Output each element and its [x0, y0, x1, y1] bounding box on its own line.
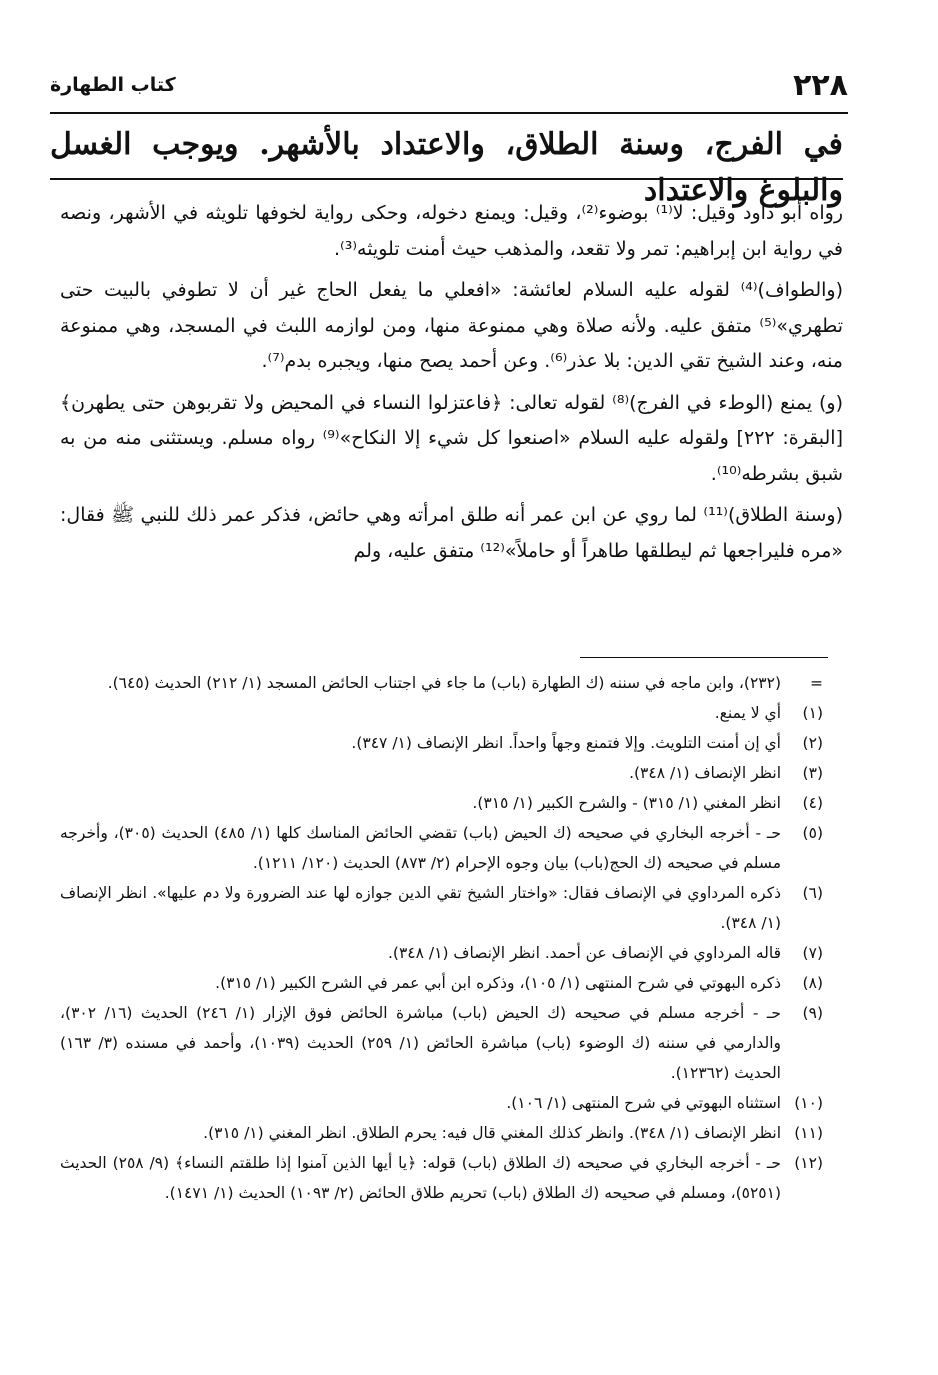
- footnote: [60, 1148, 823, 1208]
- footnote-divider: [580, 657, 828, 658]
- commentary-paragraph: رواه أبو داود وقيل: لا⁽¹⁾ بوضوء⁽²⁾، وقيل: ويمنع دخوله، وحكى رواية لخوفها تلويثه في الأشهر، ونصه في رواية ابن إبراهيم: تمر ولا تقعد، والمذهب حيث أمنت تلويثه⁽³⁾.: [60, 202, 844, 260]
- footnote-text: انظر الإنصاف (١/ ٣٤٨). وانظر كذلك المغني قال فيه: يحرم الطلاق. انظر المغني (١/ ٣١٥).: [203, 1124, 781, 1142]
- footnote-text: ذكره المرداوي في الإنصاف فقال: «واختار الشيخ تقي الدين جوازه لها عند الضرورة ولا دم عليها». انظر الإنصاف (١/ ٣٤٨).: [60, 884, 781, 932]
- footnote-text: حـ - أخرجه البخاري في صحيحه (ك الطلاق (باب) قوله: ﴿يا أيها الذين آمنوا إذا طلقتم النساء﴾ (٩/ ٢٥٨) الحديث (٥٢٥١)، ومسلم في صحيحه (ك الطلاق (باب) تحريم طلاق الحائض (٢/ ١٠٩٣) الحديث (١/ ١٤٧١).: [60, 1154, 782, 1202]
- footnote: [60, 788, 823, 818]
- footnote-text: حـ - أخرجه البخاري في صحيحه (ك الحيض (باب) تقضي الحائض المناسك كلها (١/ ٤٨٥) الحديث (٣٠٥)، وأخرجه مسلم في صحيحه (ك الحج(باب) بيان وجوه الإحرام (٢/ ٨٧٣) الحديث (١٢٠/ ١٢١١).: [60, 824, 782, 872]
- page-number: ٢٢٨: [793, 68, 848, 103]
- running-title: كتاب الطهارة: [50, 74, 176, 96]
- footnote-number: (١٠): [794, 1094, 823, 1112]
- footnote-number: (٦): [802, 884, 823, 902]
- footnote: [60, 668, 823, 698]
- footnote-number: =: [810, 674, 823, 692]
- footnote-text: (٢٣٢)، وابن ماجه في سننه (ك الطهارة (باب) ما جاء في اجتناب الحائض المسجد (١/ ٢١٢) الحديث (٦٤٥).: [107, 674, 781, 692]
- footnote: [60, 1088, 823, 1118]
- footnote: [60, 938, 823, 968]
- footnote-text: قاله المرداوي في الإنصاف عن أحمد. انظر الإنصاف (١/ ٣٤٨).: [387, 944, 781, 962]
- footnote-text: انظر الإنصاف (١/ ٣٤٨).: [629, 764, 781, 782]
- footnote-number: (٤): [802, 794, 823, 812]
- commentary: [60, 196, 843, 575]
- footnote-text: أي إن أمنت التلويث. وإلا فتمنع وجهاً واحداً. انظر الإنصاف (١/ ٣٤٧).: [351, 734, 781, 752]
- footnote-number: (٨): [802, 974, 823, 992]
- footnote-text: حـ - أخرجه مسلم في صحيحه (ك الحيض (باب) مباشرة الحائض فوق الإزار (١/ ٢٤٦) الحديث (١٦/ ٣٠٢)، والدارمي في سننه (ك الوضوء (باب) مباشرة الحائض (١/ ٢٥٩) الحديث (١٠٣٩)، وأحمد في مسنده (٣/ ١٦٣) الحديث (١٢٣٦٢).: [60, 1004, 782, 1082]
- footnote-number: (٣): [802, 764, 823, 782]
- footnote: [60, 698, 823, 728]
- footnote-text: أي لا يمنع.: [714, 704, 781, 722]
- footnote-number: (١٢): [794, 1154, 823, 1172]
- footnote-number: (٥): [802, 824, 823, 842]
- commentary-paragraph: (وسنة الطلاق)⁽¹¹⁾ لما روي عن ابن عمر أنه طلق امرأته وهي حائض، فذكر عمر ذلك للنبي ﷺ فقال: «مره فليراجعها ثم ليطلقها طاهراً أو حاملاً»⁽¹²⁾ متفق عليه، ولم: [60, 504, 843, 562]
- footnote-number: (٢): [802, 734, 823, 752]
- matn-divider: [50, 178, 843, 180]
- footnote-number: (١): [802, 704, 823, 722]
- footnote: [60, 728, 823, 758]
- footnote: [60, 1118, 823, 1148]
- footnotes: [60, 668, 823, 1208]
- footnote: [60, 998, 823, 1088]
- page-header: [50, 62, 848, 114]
- footnote-text: انظر المغني (١/ ٣١٥) - والشرح الكبير (١/ ٣١٥).: [472, 794, 781, 812]
- footnote-number: (١١): [794, 1124, 823, 1142]
- commentary-paragraph: (والطواف)⁽⁴⁾ لقوله عليه السلام لعائشة: «افعلي ما يفعل الحاج غير أن لا تطوفي بالبيت حتى تطهري»⁽⁵⁾ متفق عليه. ولأنه صلاة وهي ممنوعة منها، ومن لوازمه اللبث في المسجد، وهي ممنوعة منه، وعند الشيخ تقي الدين: بلا عذر⁽⁶⁾. وعن أحمد يصح منها، ويجبره بدم⁽⁷⁾.: [60, 279, 843, 372]
- footnote-text: ذكره البهوتي في شرح المنتهى (١/ ١٠٥)، وذكره ابن أبي عمر في الشرح الكبير (١/ ٣١٥).: [215, 974, 781, 992]
- main-text: في الفرج، وسنة الطلاق، والاعتداد بالأشهر. ويوجب الغسل والبلوغ والاعتداد: [50, 127, 843, 208]
- footnote-text: استثناه البهوتي في شرح المنتهى (١/ ١٠٦).: [506, 1094, 781, 1112]
- commentary-paragraph: (و) يمنع (الوطء في الفرج)⁽⁸⁾ لقوله تعالى: ﴿فاعتزلوا النساء في المحيض ولا تقربوهن حتى يطهرن﴾ [البقرة: ٢٢٢] ولقوله عليه السلام «اصنعوا كل شيء إلا النكاح»⁽⁹⁾ رواه مسلم. ويستثنى منه من به شبق بشرطه⁽¹⁰⁾.: [60, 391, 843, 485]
- footnote-number: (٩): [802, 1004, 823, 1022]
- footnote-number: (٧): [802, 944, 823, 962]
- footnote: [60, 968, 823, 998]
- footnote: [60, 878, 823, 938]
- footnote: [60, 758, 823, 788]
- footnote: [60, 818, 823, 878]
